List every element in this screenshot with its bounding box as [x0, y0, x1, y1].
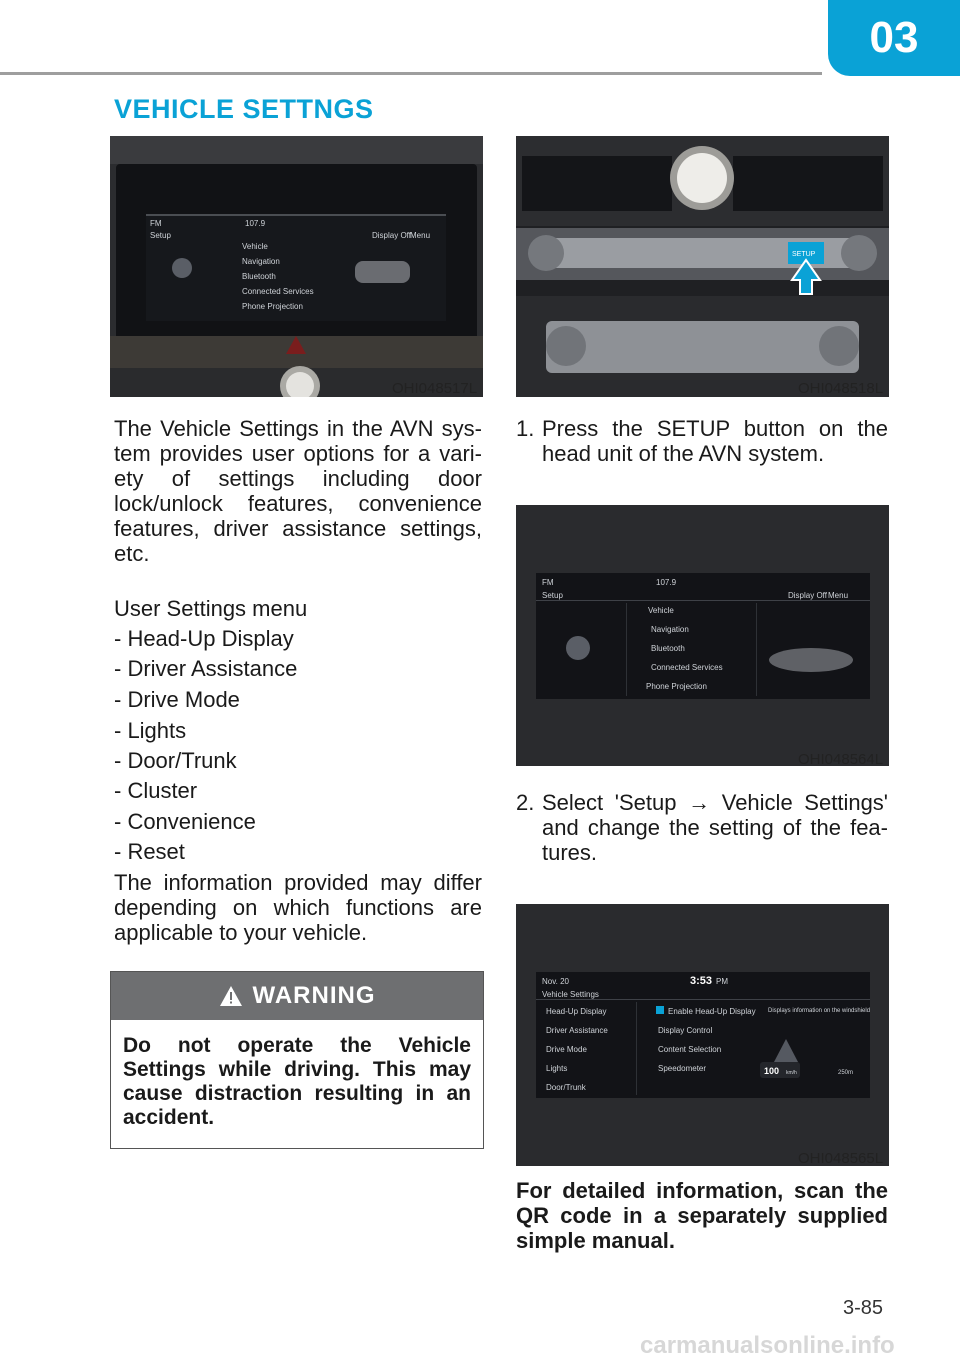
img3-btn1: Display Off	[788, 591, 827, 600]
img3-btn2: Menu	[828, 591, 849, 600]
page-number: 3-85	[843, 1297, 884, 1319]
img4-mid-item: Display Control	[658, 1026, 713, 1035]
step1-text: Press the SETUP button on the head unit of the AVN system.	[542, 416, 888, 466]
step2-number: 2.	[516, 790, 535, 815]
img3-item: Phone Projection	[646, 682, 707, 691]
img1-item: Connected Services	[242, 287, 314, 296]
image-code: OHI048517L	[392, 380, 478, 397]
img4-mid-item: Speedometer	[658, 1064, 707, 1073]
warning-triangle-icon	[219, 985, 243, 1007]
img4-dist: 250m	[838, 1070, 854, 1076]
img1-item: Navigation	[242, 257, 280, 266]
image-avn-dashboard	[110, 136, 483, 397]
intro-paragraph: The Vehicle Settings in the AVN sys-tem provides user options for a vari-ety of settings including door lock/unlock features, convenience features, driver assistance settings, etc.	[114, 416, 482, 566]
img3-freq: 107.9	[656, 578, 677, 587]
image-setup-button	[516, 136, 889, 397]
warning-label: WARNING	[252, 982, 376, 1009]
watermark: carmanualsonline.info	[640, 1332, 895, 1359]
img4-left-item: Head-Up Display	[546, 1007, 607, 1016]
section-title: VEHICLE SETTNGS	[114, 94, 374, 124]
header-rule	[0, 72, 822, 75]
img3-item: Connected Services	[651, 663, 723, 672]
img3-item: Bluetooth	[651, 644, 685, 653]
img4-title: Vehicle Settings	[542, 990, 599, 999]
img4-time: 3:53	[690, 975, 713, 987]
setup-button-label: SETUP	[792, 251, 816, 258]
img1-btn1: Display Off	[372, 231, 411, 240]
menu-item: - Convenience	[114, 809, 256, 834]
img4-date: Nov. 20	[542, 977, 569, 986]
chapter-tab	[828, 0, 960, 76]
img4-ampm: PM	[716, 977, 728, 986]
img3-item: Navigation	[651, 625, 689, 634]
image-code: OHI048518L	[798, 380, 884, 397]
menu-item: - Cluster	[114, 778, 198, 803]
img1-btn2: Menu	[410, 231, 431, 240]
menu-item: - Drive Mode	[114, 687, 240, 712]
img4-left-item: Door/Trunk	[546, 1083, 586, 1092]
img4-speed: 100	[764, 1066, 780, 1076]
image-setup-screen	[516, 505, 889, 766]
image-code: OHI048564L	[798, 751, 884, 768]
img3-title: Setup	[542, 591, 563, 600]
image-code: OHI048565L	[798, 1150, 884, 1167]
img1-item: Phone Projection	[242, 302, 303, 311]
img1-item: Bluetooth	[242, 272, 276, 281]
img4-left-item: Drive Mode	[546, 1045, 587, 1054]
menu-item: - Driver Assistance	[114, 656, 298, 681]
step1-number: 1.	[516, 416, 535, 441]
menu-item: - Reset	[114, 839, 185, 864]
img4-left-item: Driver Assistance	[546, 1026, 608, 1035]
warning-text: Do not operate the Vehicle Settings while driving. This may cause distraction resulting in an accident.	[123, 1034, 471, 1129]
chapter-number: 03	[869, 13, 919, 62]
img4-mid-item: Content Selection	[658, 1045, 722, 1054]
img4-unit: km/h	[786, 1070, 797, 1076]
menu-item: - Lights	[114, 718, 187, 743]
note-paragraph: The information provided may differ depending on which functions are applicable to your vehicle.	[114, 870, 482, 945]
warning-header	[111, 972, 483, 1020]
warning-box	[110, 971, 484, 1149]
img1-title: Setup	[150, 231, 171, 240]
img4-info: Displays information on the windshield	[768, 1008, 871, 1014]
qr-note: For detailed information, scan the QR code in a separately supplied simple manual.	[516, 1178, 888, 1253]
img1-source: FM	[150, 219, 162, 228]
img1-item: Vehicle	[242, 242, 268, 251]
menu-title: User Settings menu	[114, 596, 308, 621]
img4-mid-item: Enable Head-Up Display	[668, 1007, 756, 1016]
step2-text: Select 'Setup → Vehicle Settings' and change the setting of the fea-tures.	[542, 790, 888, 865]
menu-item: - Door/Trunk	[114, 748, 237, 773]
menu-item: - Head-Up Display	[114, 626, 294, 651]
img1-freq: 107.9	[245, 219, 266, 228]
img3-source: FM	[542, 578, 554, 587]
img4-left-item: Lights	[546, 1064, 568, 1073]
image-vehicle-settings-screen	[516, 904, 889, 1166]
img3-item: Vehicle	[648, 606, 674, 615]
